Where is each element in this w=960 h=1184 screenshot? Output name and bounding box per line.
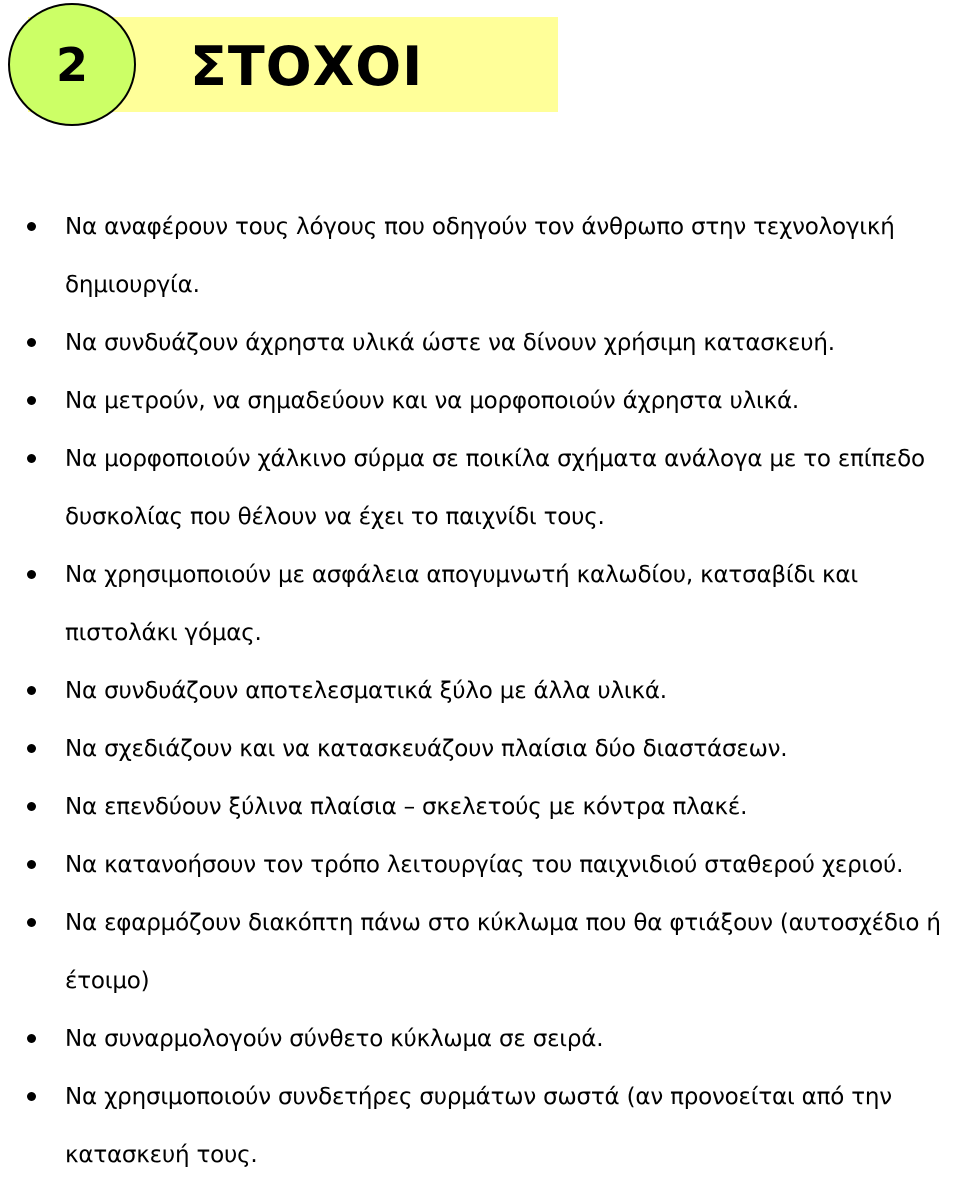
list-item bbox=[0, 720, 960, 778]
bullet-icon bbox=[27, 744, 36, 753]
goal-text: Να εφαρμόζουν διακόπτη πάνω στο κύκλωμα που θα φτιάξουν (αυτοσχέδιο ή έτοιμο) bbox=[65, 910, 941, 994]
list-item bbox=[0, 430, 960, 546]
list-item bbox=[0, 1010, 960, 1068]
goal-text: Να συναρμολογούν σύνθετο κύκλωμα σε σειρά. bbox=[65, 1026, 604, 1052]
bullet-icon bbox=[27, 222, 36, 231]
bullet-icon bbox=[27, 860, 36, 869]
goal-text: Να επενδύουν ξύλινα πλαίσια – σκελετούς με κόντρα πλακέ. bbox=[65, 794, 748, 820]
bullet-icon bbox=[27, 454, 36, 463]
goal-text: Να χρησιμοποιούν με ασφάλεια απογυμνωτή καλωδίου, κατσαβίδι και πιστολάκι γόμας. bbox=[65, 562, 858, 646]
list-item bbox=[0, 836, 960, 894]
bullet-icon bbox=[27, 686, 36, 695]
goal-text: Να μορφοποιούν χάλκινο σύρμα σε ποικίλα σχήματα ανάλογα με το επίπεδο δυσκολίας που θέλουν να έχει το παιχνίδι τους. bbox=[65, 446, 925, 530]
page-title: ΣΤΟΧΟΙ bbox=[190, 35, 424, 98]
bullet-icon bbox=[27, 396, 36, 405]
bullet-icon bbox=[27, 918, 36, 927]
list-item bbox=[0, 1068, 960, 1184]
bullet-icon bbox=[27, 802, 36, 811]
goal-text: Να συνδυάζουν αποτελεσματικά ξύλο με άλλα υλικά. bbox=[65, 678, 667, 704]
goal-text: Να κατανοήσουν τον τρόπο λειτουργίας του παιχνιδιού σταθερού χεριού. bbox=[65, 852, 904, 878]
list-item bbox=[0, 314, 960, 372]
list-item bbox=[0, 894, 960, 1010]
goal-text: Να σχεδιάζουν και να κατασκευάζουν πλαίσια δύο διαστάσεων. bbox=[65, 736, 788, 762]
section-number-badge bbox=[8, 3, 136, 126]
goal-text: Να χρησιμοποιούν συνδετήρες συρμάτων σωστά (αν προνοείται από την κατασκευή τους. bbox=[65, 1084, 892, 1168]
list-item bbox=[0, 662, 960, 720]
list-item bbox=[0, 198, 960, 314]
goals-list bbox=[0, 198, 960, 1184]
bullet-icon bbox=[27, 338, 36, 347]
list-item bbox=[0, 372, 960, 430]
goal-text: Να συνδυάζουν άχρηστα υλικά ώστε να δίνουν χρήσιμη κατασκευή. bbox=[65, 330, 835, 356]
goal-text: Να αναφέρουν τους λόγους που οδηγούν τον άνθρωπο στην τεχνολογική δημιουργία. bbox=[65, 214, 895, 298]
bullet-icon bbox=[27, 570, 36, 579]
section-number: 2 bbox=[55, 37, 88, 92]
bullet-icon bbox=[27, 1034, 36, 1043]
list-item bbox=[0, 778, 960, 836]
goal-text: Να μετρούν, να σημαδεύουν και να μορφοποιούν άχρηστα υλικά. bbox=[65, 388, 800, 414]
bullet-icon bbox=[27, 1092, 36, 1101]
list-item bbox=[0, 546, 960, 662]
